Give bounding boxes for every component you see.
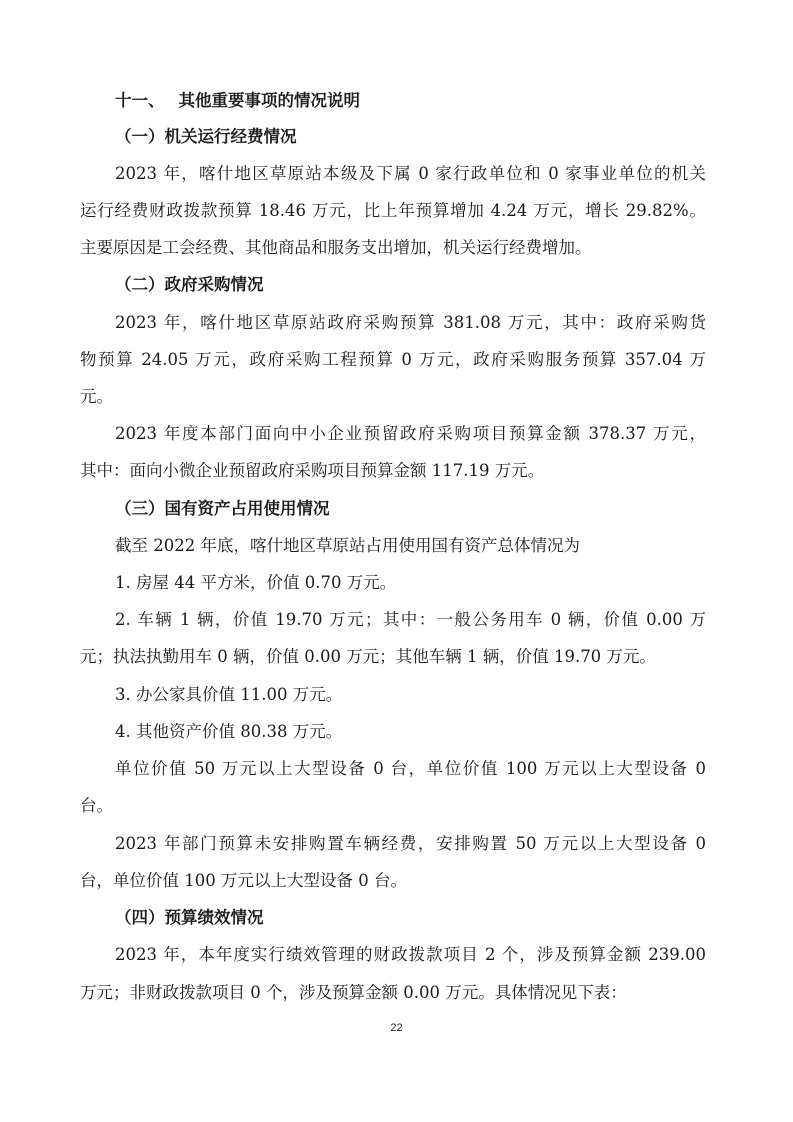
- paragraph-line: 元。: [80, 387, 113, 406]
- paragraph-line: 主要原因是工会经费、其他商品和服务支出增加，机关运行经费增加。: [80, 238, 592, 257]
- paragraph-line: 元；执法执勤用车 0 辆，价值 0.00 万元；其他车辆 1 辆，价值 19.70 万元。: [80, 647, 656, 666]
- page-number: 22: [390, 1022, 403, 1034]
- paragraph-line: 物预算 24.05 万元，政府采购工程预算 0 万元，政府采购服务预算 357.04 万: [80, 350, 706, 369]
- subsection-heading-2: （二）政府采购情况: [115, 275, 264, 294]
- paragraph-line: 3. 办公家具价值 11.00 万元。: [115, 685, 343, 704]
- paragraph-line: 4. 其他资产价值 80.38 万元。: [115, 722, 343, 741]
- subsection-heading-3: （三）国有资产占用使用情况: [115, 499, 330, 518]
- subsection-heading-1: （一）机关运行经费情况: [115, 127, 297, 146]
- paragraph-line: 其中：面向小微企业预留政府采购项目预算金额 117.19 万元。: [80, 461, 545, 480]
- paragraph-line: 2023 年度本部门面向中小企业预留政府采购项目预算金额 378.37 万元，: [115, 424, 706, 443]
- paragraph-line: 台，单位价值 100 万元以上大型设备 0 台。: [80, 871, 407, 890]
- paragraph-line: 2023 年，喀什地区草原站本级及下属 0 家行政单位和 0 家事业单位的机关: [115, 164, 706, 183]
- paragraph-line: 2. 车辆 1 辆，价值 19.70 万元；其中：一般公务用车 0 辆，价值 0.00 万: [115, 610, 706, 629]
- paragraph-line: 单位价值 50 万元以上大型设备 0 台，单位价值 100 万元以上大型设备 0: [115, 759, 706, 778]
- paragraph-line: 万元；非财政拨款项目 0 个，涉及预算金额 0.00 万元。具体情况见下表：: [80, 983, 627, 1002]
- paragraph-line: 2023 年，喀什地区草原站政府采购预算 381.08 万元，其中：政府采购货: [115, 313, 706, 332]
- paragraph-line: 运行经费财政拨款预算 18.46 万元，比上年预算增加 4.24 万元，增长 29.82%。: [80, 201, 706, 220]
- paragraph-line: 2023 年，本年度实行绩效管理的财政拨款项目 2 个，涉及预算金额 239.00: [115, 945, 706, 964]
- paragraph-line: 台。: [80, 796, 113, 815]
- subsection-heading-4: （四）预算绩效情况: [115, 908, 264, 927]
- paragraph-line: 2023 年部门预算未安排购置车辆经费，安排购置 50 万元以上大型设备 0: [115, 834, 706, 853]
- section-title: 十一、 其他重要事项的情况说明: [115, 91, 360, 110]
- paragraph-line: 1. 房屋 44 平方米，价值 0.70 万元。: [115, 573, 397, 592]
- paragraph-line: 截至 2022 年底，喀什地区草原站占用使用国有资产总体情况为: [115, 536, 580, 555]
